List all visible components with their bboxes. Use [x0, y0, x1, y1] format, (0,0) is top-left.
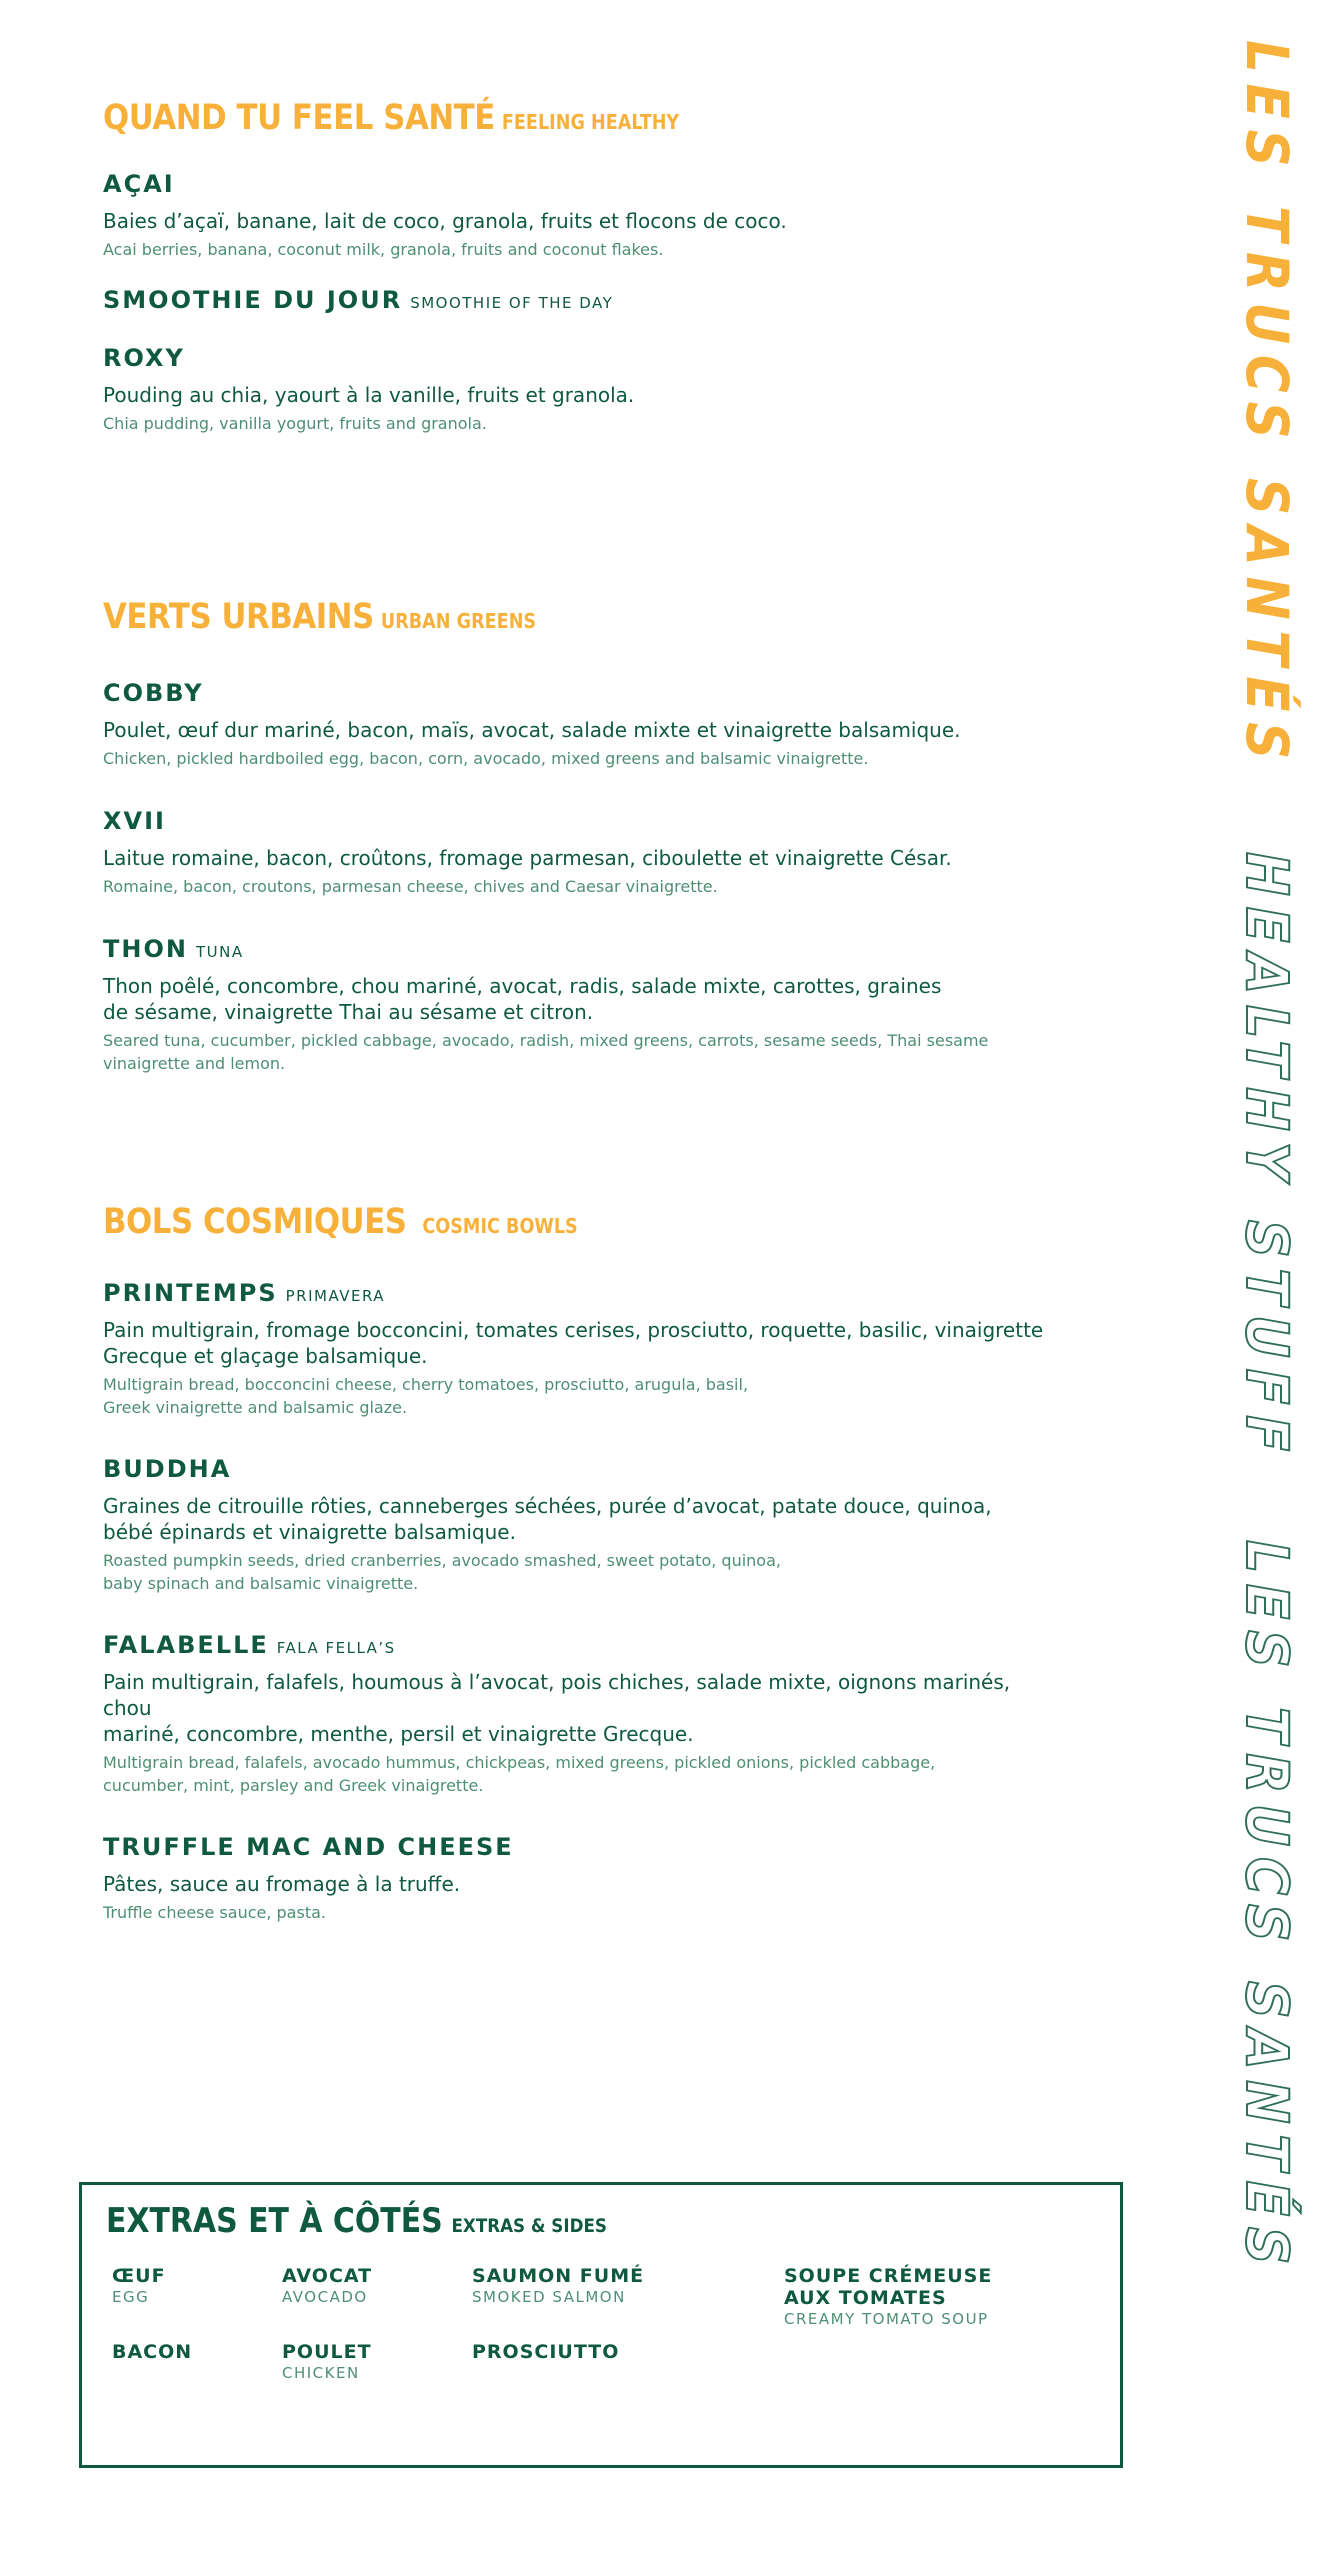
item-name — [103, 286, 1063, 314]
item-name-en: PRIMAVERA — [285, 1287, 386, 1305]
menu-item-smoothie — [103, 286, 1063, 314]
extras-title-text: EXTRAS ET À CÔTÉS — [106, 2201, 443, 2241]
extra-name-fr: BACON — [112, 2341, 193, 2363]
menu-item-buddha — [103, 1455, 1063, 1595]
section-title-text: VERTS URBAINS — [103, 597, 374, 637]
extra-item-bacon — [112, 2341, 192, 2363]
menu-item-falabelle — [103, 1631, 1063, 1797]
extra-name-fr: SAUMON FUMÉ — [472, 2265, 645, 2287]
section-title-urban-greens — [103, 597, 536, 637]
item-description-fr: Thon poêlé, concombre, chou mariné, avocat, radis, salade mixte, carottes, graines de sésame, vinaigrette Thai au sésame et citron. — [103, 974, 942, 1024]
item-description-en: Roasted pumpkin seeds, dried cranberries, avocado smashed, sweet potato, quinoa, baby spinach and balsamic vinaigrette. — [103, 1551, 781, 1593]
item-description-en: Multigrain bread, falafels, avocado hummus, chickpeas, mixed greens, pickled onions, pickled cabbage, cucumber, mint, parsley and Greek vinaigrette. — [103, 1753, 936, 1795]
menu-item-printemps — [103, 1279, 1063, 1419]
section-title-text: BOLS COSMIQUES — [103, 1202, 407, 1242]
extra-name-en: CREAMY TOMATO SOUP — [784, 2310, 989, 2328]
item-name-fr: FALABELLE — [103, 1631, 269, 1659]
section-title-feeling-healthy — [103, 98, 679, 138]
item-description-en: Truffle cheese sauce, pasta. — [103, 1903, 326, 1922]
item-description-fr: Pain multigrain, falafels, houmous à l’avocat, pois chiches, salade mixte, oignons marinés, chou mariné, concombre, menthe, persil et vinaigrette Grecque. — [103, 1670, 1011, 1746]
item-description-en: Chia pudding, vanilla yogurt, fruits and granola. — [103, 414, 487, 433]
extra-name-en: SMOKED SALMON — [472, 2288, 626, 2306]
menu-item-acai — [103, 170, 1063, 261]
item-description-fr: Pâtes, sauce au fromage à la truffe. — [103, 1872, 461, 1896]
item-description-en: Seared tuna, cucumber, pickled cabbage, avocado, radish, mixed greens, carrots, sesame seeds, Thai sesame vinaigrette and lemon. — [103, 1031, 989, 1073]
extra-item-smoked-salmon — [472, 2265, 644, 2307]
section-title-cosmic-bowls — [103, 1202, 578, 1242]
item-description-fr: Baies d’açaï, banane, lait de coco, granola, fruits et flocons de coco. — [103, 209, 787, 233]
side-banner-bottom: LES TRUCS SANTÉS — [1233, 1540, 1301, 2361]
side-banner-top: LES TRUCS SANTÉS — [1233, 40, 1301, 861]
section-title-text: QUAND TU FEEL SANTÉ — [103, 98, 495, 138]
item-name — [103, 935, 1063, 963]
menu-item-roxy — [103, 344, 1063, 435]
item-description-en: Acai berries, banana, coconut milk, granola, fruits and coconut flakes. — [103, 240, 664, 259]
item-name: AÇAI — [103, 170, 175, 198]
side-banner-middle: HEALTHY STUFF — [1233, 852, 1301, 1527]
item-description-fr: Pain multigrain, fromage bocconcini, tomates cerises, prosciutto, roquette, basilic, vinaigrette Grecque et glaçage balsamique. — [103, 1318, 1044, 1368]
item-description-fr: Laitue romaine, bacon, croûtons, fromage parmesan, ciboulette et vinaigrette César. — [103, 846, 952, 870]
extra-item-prosciutto — [472, 2341, 619, 2363]
extras-subtitle: EXTRAS & SIDES — [451, 2215, 607, 2237]
extra-name-en: CHICKEN — [282, 2364, 360, 2382]
section-subtitle: URBAN GREENS — [380, 609, 537, 633]
item-description-en: Multigrain bread, bocconcini cheese, cherry tomatoes, prosciutto, arugula, basil, Greek vinaigrette and balsamic glaze. — [103, 1375, 749, 1417]
item-description-en: Romaine, bacon, croutons, parmesan cheese, chives and Caesar vinaigrette. — [103, 877, 718, 896]
extras-title — [106, 2201, 607, 2241]
section-subtitle: FEELING HEALTHY — [501, 110, 680, 134]
item-name: COBBY — [103, 679, 204, 707]
extra-item-egg — [112, 2265, 166, 2307]
item-name: ROXY — [103, 344, 185, 372]
extra-item-tomato-soup — [784, 2265, 992, 2329]
item-name-fr: THON — [103, 935, 188, 963]
item-name-fr: SMOOTHIE DU JOUR — [103, 286, 403, 314]
extra-name-en: AVOCADO — [282, 2288, 368, 2306]
item-name-en: FALA FELLA’S — [276, 1639, 396, 1657]
item-name — [103, 1279, 1063, 1307]
item-description-en: Chicken, pickled hardboiled egg, bacon, corn, avocado, mixed greens and balsamic vinaigrette. — [103, 749, 869, 768]
item-description-fr: Graines de citrouille rôties, canneberges séchées, purée d’avocat, patate douce, quinoa, bébé épinards et vinaigrette balsamique. — [103, 1494, 992, 1544]
extra-item-chicken — [282, 2341, 372, 2383]
item-name-fr: PRINTEMPS — [103, 1279, 278, 1307]
item-name — [103, 1631, 1063, 1659]
item-name-en: TUNA — [195, 943, 244, 961]
item-description-fr: Pouding au chia, yaourt à la vanille, fruits et granola. — [103, 383, 635, 407]
extra-name-fr: PROSCIUTTO — [472, 2341, 620, 2363]
extra-name-fr: ŒUF — [112, 2265, 166, 2287]
extras-box — [79, 2182, 1123, 2468]
item-description-fr: Poulet, œuf dur mariné, bacon, maïs, avocat, salade mixte et vinaigrette balsamique. — [103, 718, 961, 742]
item-name: BUDDHA — [103, 1455, 232, 1483]
extra-item-avocado — [282, 2265, 372, 2307]
section-subtitle: COSMIC BOWLS — [422, 1214, 578, 1238]
extra-name-fr: SOUPE CRÉMEUSE AUX TOMATES — [784, 2265, 993, 2309]
item-name: TRUFFLE MAC AND CHEESE — [103, 1833, 514, 1861]
menu-item-truffle-mac — [103, 1833, 1063, 1924]
menu-item-cobby — [103, 679, 1063, 770]
side-banner — [1233, 40, 1301, 2361]
item-name: XVII — [103, 807, 166, 835]
extra-name-fr: POULET — [282, 2341, 372, 2363]
extra-name-fr: AVOCAT — [282, 2265, 373, 2287]
menu-item-thon — [103, 935, 1063, 1075]
item-name-en: SMOOTHIE OF THE DAY — [410, 294, 614, 312]
menu-item-xvii — [103, 807, 1063, 898]
side-banner-svg — [1233, 40, 1301, 2361]
extra-name-en: EGG — [112, 2288, 150, 2306]
